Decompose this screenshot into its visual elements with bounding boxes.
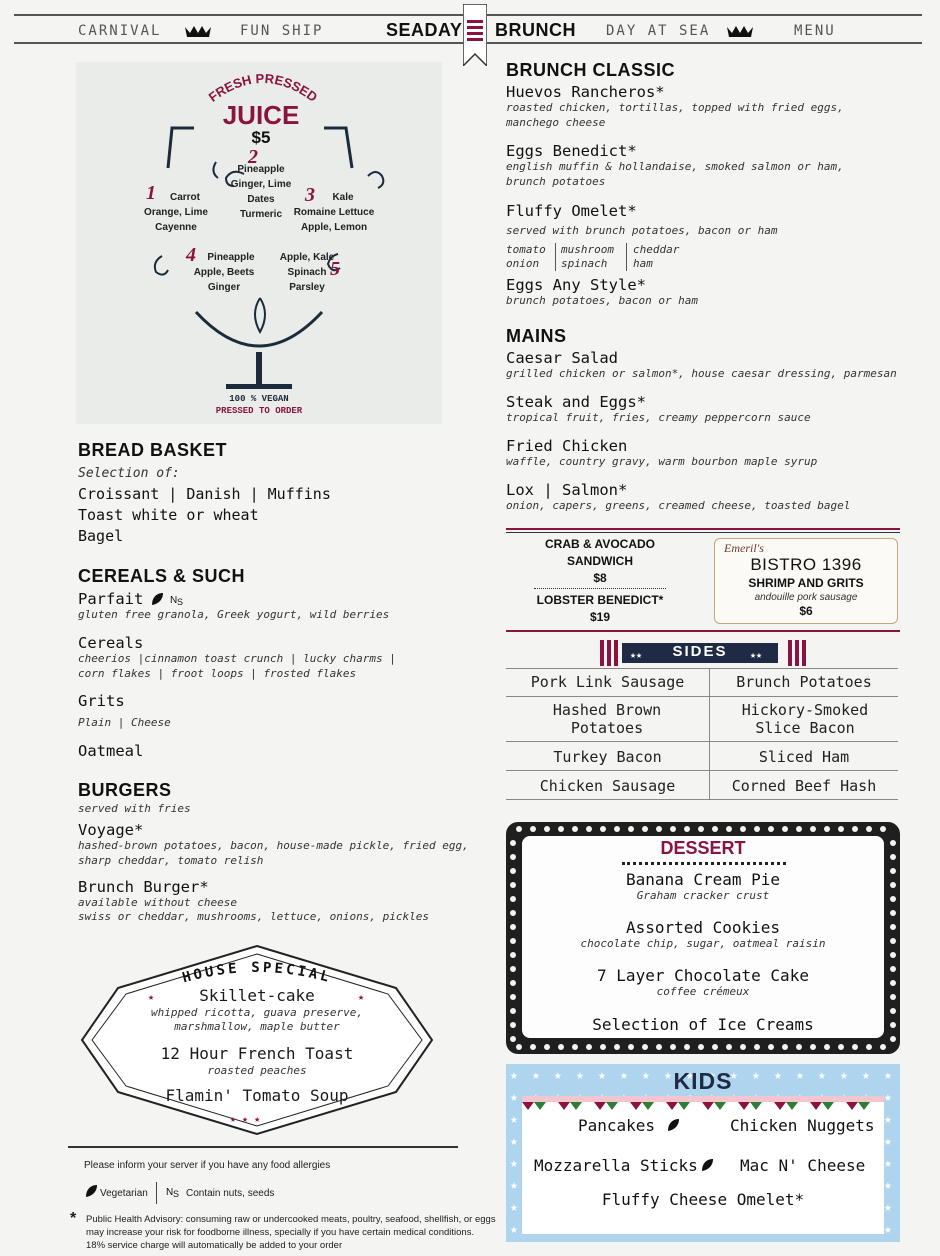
omelet-option: tomato: [506, 243, 546, 256]
menu-item-name: Oatmeal: [78, 742, 144, 760]
row-rule: [506, 770, 898, 771]
dotted-divider: [622, 862, 786, 865]
cereals-title: CEREALS & SUCH: [78, 566, 246, 586]
shrimp-grits-desc: andouille pork sausage: [754, 592, 858, 603]
legend-vegetarian: Vegetarian: [100, 1188, 148, 1199]
menu-item-desc: manchego cheese: [506, 116, 606, 129]
marquee-light-dot: [712, 1044, 718, 1050]
marquee-light-dot: [796, 1044, 802, 1050]
marquee-light-dot: [726, 1044, 732, 1050]
omelet-option: ham: [633, 257, 653, 270]
vegetarian-leaf-icon: [700, 1158, 714, 1172]
menu-item-desc: grilled chicken or salmon*, house caesar dressing, parmesan: [506, 367, 897, 380]
marquee-light-dot: [530, 826, 536, 832]
kids-item: Mac N' Cheese: [740, 1156, 866, 1175]
menu-item-name: Parfait: [78, 590, 144, 608]
marquee-light-dot: [656, 1044, 662, 1050]
menu-item-desc: gluten free granola, Greek yogurt, wild berries: [78, 608, 390, 621]
marquee-light-dot: [890, 952, 896, 958]
dessert-marquee: [506, 822, 900, 1054]
marquee-light-dot: [890, 1036, 896, 1042]
specials-top-rule: [506, 528, 900, 530]
kids-item: Chicken Nuggets: [730, 1116, 875, 1135]
marquee-light-dot: [852, 826, 858, 832]
marquee-light-dot: [628, 1044, 634, 1050]
menu-item-name: Eggs Any Style*: [506, 276, 646, 294]
marquee-light-dot: [558, 826, 564, 832]
marquee-light-dot: [712, 826, 718, 832]
menu-item-name: Grits: [78, 692, 125, 710]
side-item: Pork Link Sausage: [530, 673, 685, 691]
advisory-text: Public Health Advisory: consuming raw or undercooked meats, poultry, seafood, shellfish, or eggs: [86, 1214, 496, 1225]
menu-item-desc: waffle, country gravy, warm bourbon maple syrup: [506, 455, 818, 468]
menu-item-desc: onion, capers, greens, creamed cheese, toasted bagel: [506, 499, 851, 512]
juice-number: 2: [248, 146, 258, 168]
marquee-light-dot: [510, 952, 516, 958]
side-item: Hickory-Smoked Slice Bacon: [741, 701, 869, 737]
menu-item-desc: english muffin & hollandaise, smoked salmon or ham,: [506, 160, 844, 173]
svg-text:S: S: [173, 1189, 180, 1198]
vegetarian-leaf-icon: [150, 592, 164, 606]
dessert-item-desc: chocolate chip, sugar, oatmeal raisin: [580, 937, 826, 950]
menu-item-desc: served with brunch potatoes, bacon or ham: [506, 224, 778, 237]
side-item: Chicken Sausage: [539, 777, 676, 795]
marquee-light-dot: [544, 826, 550, 832]
menu-item-desc: corn flakes | froot loops | frosted flakes: [78, 667, 357, 680]
marquee-light-dot: [824, 826, 830, 832]
marquee-light-dot: [600, 826, 606, 832]
specials-top-rule-thin: [506, 532, 900, 533]
advisory-text: may increase your risk for foodborne illness, specially if you have certain medical conditions.: [86, 1227, 475, 1238]
marquee-light-dot: [698, 1044, 704, 1050]
marquee-light-dot: [890, 1008, 896, 1014]
menu-item-desc: cheerios |cinnamon toast crunch | lucky charms |: [78, 652, 396, 665]
bistro-emeril: Emeril's: [724, 541, 764, 555]
omelet-option: spinach: [561, 257, 608, 270]
menu-item-desc: swiss or cheddar, mushrooms, lettuce, onions, pickles: [78, 910, 429, 923]
crab-sandwich-price: $8: [593, 571, 607, 585]
juice-1-ingredients: Carrot Orange, Lime Cayenne: [144, 192, 208, 233]
header-seaday: SEADAY: [386, 20, 463, 40]
marquee-light-dot: [572, 826, 578, 832]
svg-text:★★: ★★: [630, 650, 643, 661]
service-charge-text: 18% service charge will automatically be added to your order: [86, 1240, 343, 1251]
bread-basket-title: BREAD BASKET: [78, 440, 228, 460]
menu-item-desc: tropical fruit, fries, creamy peppercorn sauce: [506, 411, 811, 424]
marquee-light-dot: [684, 826, 690, 832]
footer-divider: [68, 1146, 458, 1148]
mains-title: MAINS: [506, 326, 567, 346]
marquee-light-dot: [670, 826, 676, 832]
omelet-option: mushroom: [561, 243, 614, 256]
shrimp-grits-price: $6: [799, 604, 813, 618]
bistro-name: BISTRO 1396: [750, 555, 862, 574]
side-item: Brunch Potatoes: [736, 673, 872, 691]
burgers-sub: served with fries: [78, 802, 191, 815]
side-item: Corned Beef Hash: [731, 777, 877, 795]
header-brunch: BRUNCH: [495, 20, 576, 40]
crab-sandwich-name: CRAB & AVOCADO: [545, 537, 655, 551]
lobster-benedict-price: $19: [589, 610, 611, 624]
marquee-light-dot: [600, 1044, 606, 1050]
crab-sandwich-name: SANDWICH: [567, 554, 633, 568]
special-item-name: Flamin' Tomato Soup: [165, 1086, 349, 1105]
marquee-light-dot: [810, 826, 816, 832]
marquee-light-dot: [510, 1036, 516, 1042]
menu-item-name: Voyage*: [78, 821, 144, 839]
dessert-item-name: 7 Layer Chocolate Cake: [597, 966, 809, 985]
juice-number: 5: [330, 258, 340, 280]
marquee-light-dot: [838, 826, 844, 832]
bread-sub: Selection of:: [78, 466, 180, 481]
marquee-light-dot: [558, 1044, 564, 1050]
svg-text:★ ★ ★: ★ ★ ★: [230, 1114, 261, 1125]
allergy-note: Please inform your server if you have any food allergies: [84, 1160, 331, 1171]
menu-item-desc: brunch potatoes, bacon or ham: [506, 294, 699, 307]
dessert-item-name: Assorted Cookies: [625, 918, 781, 937]
dessert-item-name: Banana Cream Pie: [625, 870, 781, 889]
svg-text:N: N: [166, 1187, 174, 1198]
option-divider: [626, 243, 627, 271]
marquee-light-dot: [782, 826, 788, 832]
marquee-light-dot: [754, 826, 760, 832]
marquee-light-dot: [586, 1044, 592, 1050]
svg-text:S: S: [177, 597, 184, 606]
dessert-title: DESSERT: [660, 838, 746, 858]
marquee-light-dot: [628, 826, 634, 832]
row-rule: [506, 799, 898, 800]
marquee-light-dot: [530, 1044, 536, 1050]
special-item-desc: roasted peaches: [207, 1064, 307, 1077]
menu-item-desc: Plain | Cheese: [78, 716, 171, 729]
row-rule: [506, 668, 898, 669]
marquee-light-dot: [670, 1044, 676, 1050]
marquee-light-dot: [656, 826, 662, 832]
marquee-light-dot: [810, 1044, 816, 1050]
menu-item-desc: hashed-brown potatoes, bacon, house-made pickle, fried egg,: [78, 839, 469, 852]
side-item: Sliced Ham: [758, 748, 850, 766]
marquee-light-dot: [726, 826, 732, 832]
header-day-at-sea: DAY AT SEA: [606, 23, 711, 39]
marquee-light-dot: [684, 1044, 690, 1050]
header-menu: MENU: [794, 23, 836, 39]
menu-item-name: Steak and Eggs*: [506, 393, 646, 411]
marquee-light-dot: [516, 1044, 522, 1050]
svg-text:★★: ★★: [750, 650, 763, 661]
menu-item-desc: roasted chicken, tortillas, topped with fried eggs,: [506, 101, 844, 114]
juice-2-ingredients: Pineapple Ginger, Lime Dates Turmeric: [230, 164, 292, 220]
crown-icon: [184, 24, 212, 38]
marquee-light-dot: [768, 1044, 774, 1050]
bread-line: Toast white or wheat: [78, 506, 259, 524]
menu-item-name: Caesar Salad: [506, 349, 618, 367]
marquee-light-dot: [890, 910, 896, 916]
row-rule: [506, 696, 898, 697]
marquee-light-dot: [698, 826, 704, 832]
crown-icon: [726, 24, 754, 38]
juice-number: 4: [186, 244, 196, 266]
marquee-light-dot: [866, 1044, 872, 1050]
marquee-light-dot: [740, 826, 746, 832]
marquee-light-dot: [754, 1044, 760, 1050]
specials-bottom-rule: [506, 630, 900, 632]
legend-nuts: Contain nuts, seeds: [186, 1188, 275, 1199]
menu-item-name: Eggs Benedict*: [506, 142, 637, 160]
row-rule: [506, 741, 898, 742]
omelet-option: onion: [506, 257, 540, 270]
burgers-title: BURGERS: [78, 780, 172, 800]
kids-item: Fluffy Cheese Omelet*: [601, 1190, 805, 1209]
marquee-light-dot: [614, 826, 620, 832]
bread-line: Bagel: [78, 527, 124, 545]
asterisk-icon: *: [70, 1210, 77, 1227]
marquee-light-dot: [852, 1044, 858, 1050]
marquee-light-dot: [572, 1044, 578, 1050]
juice-3-ingredients: Kale Romaine Lettuce Apple, Lemon: [293, 192, 375, 233]
bread-line: Croissant | Danish | Muffins: [78, 485, 331, 503]
marquee-light-dot: [768, 826, 774, 832]
kids-title: KIDS: [673, 1068, 733, 1094]
special-item-desc: marshmallow, maple butter: [174, 1020, 340, 1033]
nuts-seeds-icon: [166, 1184, 182, 1198]
marquee-light-dot: [838, 1044, 844, 1050]
marquee-light-dot: [824, 1044, 830, 1050]
header-carnival: CARNIVAL: [78, 23, 162, 39]
menu-item-desc: brunch potatoes: [506, 175, 606, 188]
dessert-item-name: Selection of Ice Creams: [592, 1015, 814, 1034]
juice-poster: [76, 62, 442, 424]
ribbon-icon: [463, 4, 487, 66]
marquee-light-dot: [516, 826, 522, 832]
marquee-light-dot: [796, 826, 802, 832]
marquee-light-dot: [880, 826, 886, 832]
legend-divider: [156, 1182, 157, 1204]
marquee-light-dot: [782, 1044, 788, 1050]
marquee-light-dot: [510, 910, 516, 916]
svg-text:★: ★: [148, 992, 155, 1003]
svg-text:★: ★: [358, 992, 365, 1003]
special-item-name: Skillet-cake: [199, 986, 315, 1005]
vegetarian-leaf-icon: [84, 1184, 98, 1198]
header-fun-ship: FUN SHIP: [240, 23, 324, 39]
sides-title: SIDES: [672, 643, 728, 660]
juice-4-ingredients: Pineapple Apple, Beets Ginger: [193, 252, 255, 293]
house-special-frame: [80, 940, 434, 1140]
dessert-item-desc: Graham cracker crust: [636, 889, 770, 902]
marquee-light-dot: [880, 1044, 886, 1050]
menu-item-name: Cereals: [78, 634, 144, 652]
marquee-light-dot: [740, 1044, 746, 1050]
kids-item: Mozzarella Sticks: [534, 1156, 698, 1175]
menu-item-name: Lox | Salmon*: [506, 481, 628, 499]
kids-item: Pancakes: [578, 1116, 656, 1135]
kids-panel: [506, 1064, 900, 1242]
menu-item-desc: sharp cheddar, tomato relish: [78, 854, 264, 867]
marquee-light-dot: [866, 826, 872, 832]
marquee-light-dot: [510, 1008, 516, 1014]
pressed-to-order-label: PRESSED TO ORDER: [215, 406, 303, 416]
marquee-light-dot: [642, 826, 648, 832]
marquee-light-dot: [642, 1044, 648, 1050]
marquee-light-dot: [544, 1044, 550, 1050]
sides-table: [506, 668, 898, 800]
svg-text:FRESH PRESSED: FRESH PRESSED: [205, 70, 321, 105]
option-divider: [555, 243, 556, 271]
juice-number: 3: [305, 184, 315, 206]
marquee-light-dot: [614, 1044, 620, 1050]
omelet-option: cheddar: [633, 243, 680, 256]
shrimp-grits-name: SHRIMP AND GRITS: [748, 576, 864, 590]
dotted-divider: [534, 588, 666, 589]
svg-text:HOUSE SPECIAL: HOUSE SPECIAL: [180, 960, 334, 987]
juice-title: JUICE: [222, 100, 300, 130]
menu-item-name: Fried Chicken: [506, 437, 628, 455]
special-item-desc: whipped ricotta, guava preserve,: [151, 1006, 363, 1019]
marquee-light-dot: [586, 826, 592, 832]
juice-price: $5: [251, 128, 271, 147]
brunch-classic-title: BRUNCH CLASSIC: [506, 60, 675, 80]
svg-text:N: N: [170, 595, 178, 606]
menu-item-desc: available without cheese: [78, 896, 237, 909]
menu-item-name: Brunch Burger*: [78, 878, 209, 896]
juice-5-ingredients: Apple, Kale Spinach Parsley: [279, 252, 335, 293]
special-item-name: 12 Hour French Toast: [160, 1044, 354, 1063]
juice-number: 1: [146, 182, 156, 204]
lobster-benedict-name: LOBSTER BENEDICT*: [536, 593, 664, 607]
vegan-label: 100 % VEGAN: [229, 394, 289, 404]
vegetarian-leaf-icon: [666, 1118, 680, 1132]
nuts-seeds-icon: [170, 592, 186, 606]
menu-item-name: Fluffy Omelet*: [506, 202, 637, 220]
dessert-item-desc: coffee crémeux: [656, 985, 750, 998]
side-item: Turkey Bacon: [553, 748, 662, 766]
menu-item-name: Huevos Rancheros*: [506, 83, 665, 101]
side-item: Hashed Brown Potatoes: [552, 701, 662, 737]
